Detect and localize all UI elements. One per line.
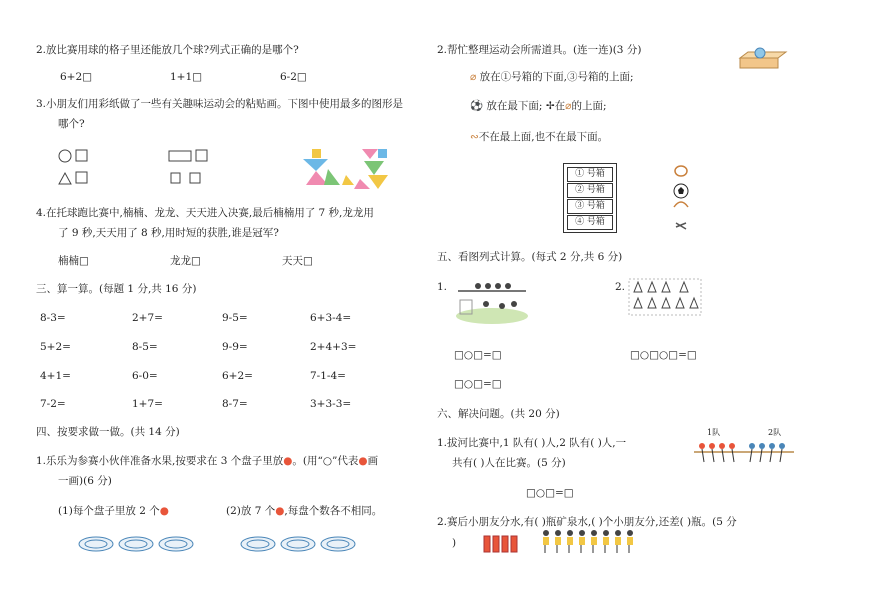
apple-icon: ● <box>275 505 285 517</box>
team1-label: 1队 <box>707 428 721 437</box>
shuttlecock-icon: ✢ <box>545 100 555 112</box>
q3-line2: 哪个? <box>58 118 85 130</box>
racket-icon: ⌀ <box>565 100 572 112</box>
s4-q1-line2: 一画)(6 分) <box>58 475 112 487</box>
calc-r1c2[interactable]: 2+7= <box>132 312 163 324</box>
calc-r2c3[interactable]: 9-9= <box>222 341 248 353</box>
q4-option-tiantian[interactable]: 天天□ <box>282 255 313 267</box>
calc-r3c3[interactable]: 6+2= <box>222 370 253 382</box>
jump-rope-icon: ∾ <box>470 131 479 143</box>
r-q2-clue2 <box>470 100 607 113</box>
s4-sub2-text: (2)放 7 个 <box>226 505 276 517</box>
clue2-text-c: 的上面; <box>571 100 607 112</box>
s4-q1-text-c: 画 <box>367 455 379 467</box>
s4-sub2-text-b: ,每盘个数各不相同。 <box>284 505 383 517</box>
calc-r4c1[interactable]: 7-2= <box>40 398 66 410</box>
q4-line1: 4.在托球跑比赛中,楠楠、龙龙、天天进入决赛,最后楠楠用了 7 秒,龙龙用 <box>36 207 374 219</box>
water-bottles-picture <box>482 530 526 556</box>
calc-r4c3[interactable]: 8-7= <box>222 398 248 410</box>
s5-p2-label: 2. <box>615 281 626 293</box>
clue1-text: 放在①号箱的下面,③号箱的上面; <box>479 71 634 83</box>
s5-eq1[interactable]: □○□=□ <box>454 349 502 361</box>
calc-r4c2[interactable]: 1+7= <box>132 398 163 410</box>
calc-r3c1[interactable]: 4+1= <box>40 370 71 382</box>
q3-option-b-shapes[interactable] <box>168 148 218 188</box>
s6-q2-line1: 2.赛后小朋友分水,有( )瓶矿泉水,( )个小朋友分,还差( )瓶。(5 分 <box>437 516 737 528</box>
r-q2-question: 2.帮忙整理运动会所需道具。(连一连)(3 分) <box>437 44 642 56</box>
shuttlecock-icon <box>676 223 686 229</box>
q4-line2: 了 9 秒,天天用了 8 秒,用时短的获胜,谁是冠军? <box>58 227 279 239</box>
s5-p1-label: 1. <box>437 281 448 293</box>
jump-rope-icon <box>674 202 688 207</box>
q2-option-a[interactable]: 6+2□ <box>60 71 93 83</box>
racket-icon <box>675 166 687 176</box>
section4-heading: 四、按要求做一做。(共 14 分) <box>36 426 180 438</box>
s6-q2-line2: ) <box>452 537 457 549</box>
s5-picture-1 <box>452 278 530 326</box>
apple-icon: ● <box>358 455 368 467</box>
section3-heading: 三、算一算。(每题 1 分,共 16 分) <box>36 283 197 295</box>
box-4[interactable]: ④ 号箱 <box>567 215 613 230</box>
calc-r3c2[interactable]: 6-0= <box>132 370 158 382</box>
children-picture <box>538 528 644 556</box>
q3-option-a-shapes[interactable] <box>58 148 98 188</box>
calc-r1c4[interactable]: 6+3-4= <box>310 312 352 324</box>
apple-icon: ● <box>159 505 169 517</box>
q2-question: 2.放比赛用球的格子里还能放几个球?列式正确的是哪个? <box>36 44 299 56</box>
tangram-picture <box>298 145 408 193</box>
s4-sub1 <box>58 505 169 518</box>
box-3[interactable]: ③ 号箱 <box>567 199 613 214</box>
s5-picture-2-shuttlecocks <box>628 278 708 318</box>
ball-box-icon <box>738 48 788 72</box>
plates-group-1[interactable] <box>78 535 198 555</box>
soccer-ball-icon: ⚽ <box>470 100 484 112</box>
box-2[interactable]: ② 号箱 <box>567 183 613 198</box>
clue3-text: 不在最上面,也不在最下面。 <box>478 131 609 143</box>
q2-option-b[interactable]: 1+1□ <box>170 71 203 83</box>
section6-heading: 六、解决问题。(共 20 分) <box>437 408 560 420</box>
calc-r3c4[interactable]: 7-1-4= <box>310 370 346 382</box>
clue2-text-b: 在 <box>554 100 566 112</box>
team2-label: 2队 <box>768 428 782 437</box>
box-1[interactable]: ① 号箱 <box>567 167 613 182</box>
s4-q1-text-b: 。(用“○”代表 <box>292 455 359 467</box>
r-q2-clue1 <box>470 71 634 84</box>
r-q2-clue3 <box>470 131 608 144</box>
s6-q1-line1: 1.拔河比赛中,1 队有( )人,2 队有( )人,一 <box>437 437 627 449</box>
equipment-items[interactable] <box>670 165 694 235</box>
section5-heading: 五、看图列式计算。(每式 2 分,共 6 分) <box>437 251 623 263</box>
clue2-text-a: 放在最下面; <box>486 100 543 112</box>
s5-eq2[interactable]: □○□○□=□ <box>630 349 697 361</box>
calc-r2c1[interactable]: 5+2= <box>40 341 71 353</box>
s4-q1-text-a: 1.乐乐为参赛小伙伴准备水果,按要求在 3 个盘子里放 <box>36 455 284 467</box>
racket-icon: ⌀ <box>470 71 477 83</box>
s4-sub1-text: (1)每个盘子里放 2 个 <box>58 505 160 517</box>
calc-r2c4[interactable]: 2+4+3= <box>310 341 357 353</box>
s6-q1-eq[interactable]: □○□=□ <box>526 487 574 499</box>
plates-group-2[interactable] <box>240 535 360 555</box>
s5-eq3[interactable]: □○□=□ <box>454 378 502 390</box>
s4-q1-line1 <box>36 455 378 468</box>
tug-of-war-picture <box>690 438 800 466</box>
calc-r1c1[interactable]: 8-3= <box>40 312 66 324</box>
box-stack <box>563 163 617 233</box>
q4-option-nannan[interactable]: 楠楠□ <box>58 255 89 267</box>
calc-r2c2[interactable]: 8-5= <box>132 341 158 353</box>
calc-r1c3[interactable]: 9-5= <box>222 312 248 324</box>
s4-sub2 <box>226 505 382 518</box>
q4-option-longlong[interactable]: 龙龙□ <box>170 255 201 267</box>
calc-r4c4[interactable]: 3+3-3= <box>310 398 352 410</box>
apple-icon: ● <box>283 455 293 467</box>
s6-q1-line2: 共有( )人在比赛。(5 分) <box>452 457 566 469</box>
q2-option-c[interactable]: 6-2□ <box>280 71 307 83</box>
q3-line1: 3.小朋友们用彩纸做了一些有关趣味运动会的粘贴画。下图中使用最多的图形是 <box>36 98 404 110</box>
